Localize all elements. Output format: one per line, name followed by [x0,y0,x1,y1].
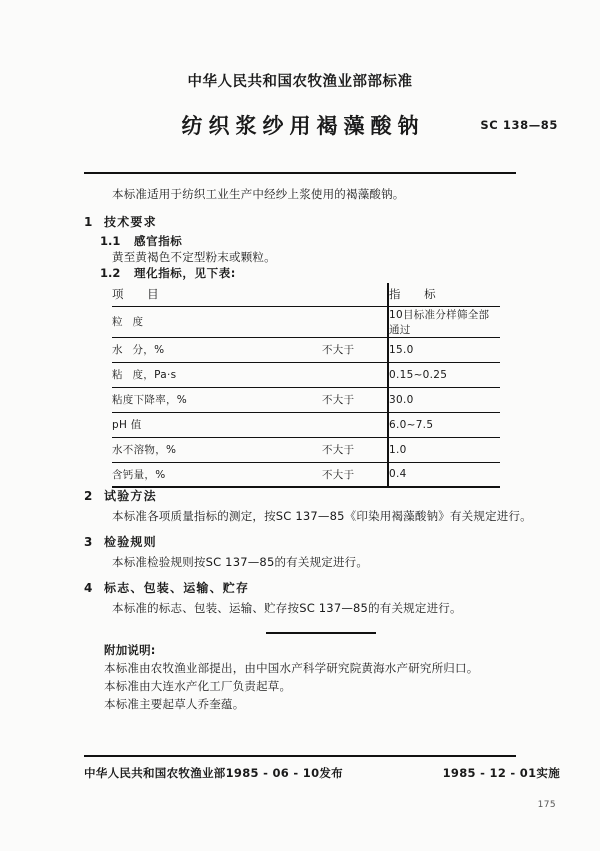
item-text-a: 粒 [112,316,133,328]
table-cell-limit: 不大于 [322,337,388,362]
table-cell-item [112,337,322,362]
footer-effective-date: 1985 - 12 - 01实施 [442,766,560,780]
appendix-line-1: 本标准由农牧渔业部提出，由中国水产科学研究院黄海水产研究所归口。 [104,661,479,675]
section-number-3: 3 [84,535,93,549]
section-text-2: 本标准各项质量指标的测定，按SC 137—85《印染用褐藻酸钠》有关规定进行。 [112,509,532,523]
table-row [112,362,500,387]
table-row [112,306,500,337]
issuing-organization: 中华人民共和国农牧渔业部部标准 [187,74,413,90]
section-title-2: 试验方法 [104,489,157,503]
subsection-number-1-1: 1.1 [100,234,121,248]
table-cell-item [112,387,322,412]
section-heading-3 [84,533,157,550]
subsection-text-1-1: 黄至黄褐色不定型粉末或颗粒。 [112,250,276,264]
table-row [112,387,500,412]
item-text-b: 分，% [132,344,165,356]
section-title-4: 标志、包装、运输、贮存 [104,581,250,595]
specification-table [112,283,500,488]
footer-issue-date: 中华人民共和国农牧渔业部1985 - 06 - 10发布 [84,766,343,780]
table-cell-item [112,437,322,462]
section-text-3: 本标准检验规则按SC 137—85的有关规定进行。 [112,555,369,569]
table-header-row [112,283,500,306]
item-text-b: 度，Pa·s [132,369,177,381]
item-text-a: 水不溶物，% [112,444,177,456]
section-title-3: 检验规则 [104,535,157,549]
item-text-b: 度 [132,316,144,328]
page-title: 纺织浆纱用褐藻酸钠 [181,114,425,138]
appendix-divider [266,632,376,634]
table-cell-item [112,462,322,487]
table-cell-limit: 不大于 [322,387,388,412]
scope-paragraph: 本标准适用于纺织工业生产中经纱上浆使用的褐藻酸钠。 [112,187,405,201]
subsection-number-1-2: 1.2 [100,266,121,280]
table-cell-item [112,306,322,337]
section-text-4: 本标准的标志、包装、运输、贮存按SC 137—85的有关规定进行。 [112,601,462,615]
table-row [112,412,500,437]
appendix-line-2: 本标准由大连水产化工厂负责起草。 [104,679,292,693]
table-row [112,437,500,462]
table-cell-limit [322,362,388,387]
table-cell-limit: 不大于 [322,462,388,487]
table-cell-value: 0.15~0.25 [388,362,500,387]
appendix-block [104,641,478,713]
item-text-a: pH 值 [112,419,142,431]
section-heading-2 [84,487,157,504]
item-text-a: 粘 [112,369,133,381]
table-cell-value: 10目标准分样筛全部通过 [388,306,500,337]
section-number-2: 2 [84,489,93,503]
table-cell-value: 15.0 [388,337,500,362]
table-cell-value: 6.0~7.5 [388,412,500,437]
table-cell-value: 30.0 [388,387,500,412]
item-text-a: 粘度下降率，% [112,394,188,406]
header-divider [84,172,516,174]
subsection-heading-1-1 [100,233,182,249]
standard-number: SC 138—85 [480,118,558,132]
section-title-1: 技术要求 [104,215,157,229]
table-row [112,462,500,487]
table-row [112,337,500,362]
table-cell-value: 0.4 [388,462,500,487]
subsection-title-1-2: 理化指标，见下表: [134,266,236,280]
table-cell-item [112,412,322,437]
item-text-a: 水 [112,344,133,356]
table-cell-item [112,362,322,387]
table-cell-value: 1.0 [388,437,500,462]
item-text-a: 含钙量，% [112,468,166,481]
title-row [0,110,600,144]
table-cell-limit [322,306,388,337]
table-cell-limit: 不大于 [322,437,388,462]
table-cell-limit [322,412,388,437]
page-number: 175 [537,800,556,810]
appendix-heading: 附加说明: [104,643,156,657]
appendix-line-3: 本标准主要起草人乔奎蕴。 [104,697,245,711]
section-number-4: 4 [84,581,93,595]
table-header-item: 项 目 [112,287,169,302]
subsection-heading-1-2 [100,265,236,281]
section-heading-4 [84,579,249,596]
subsection-title-1-1: 感官指标 [134,234,183,248]
table-header-value: 指 标 [388,283,500,306]
section-number-1: 1 [84,215,93,229]
footer-divider [84,755,516,757]
section-heading-1 [84,213,157,230]
